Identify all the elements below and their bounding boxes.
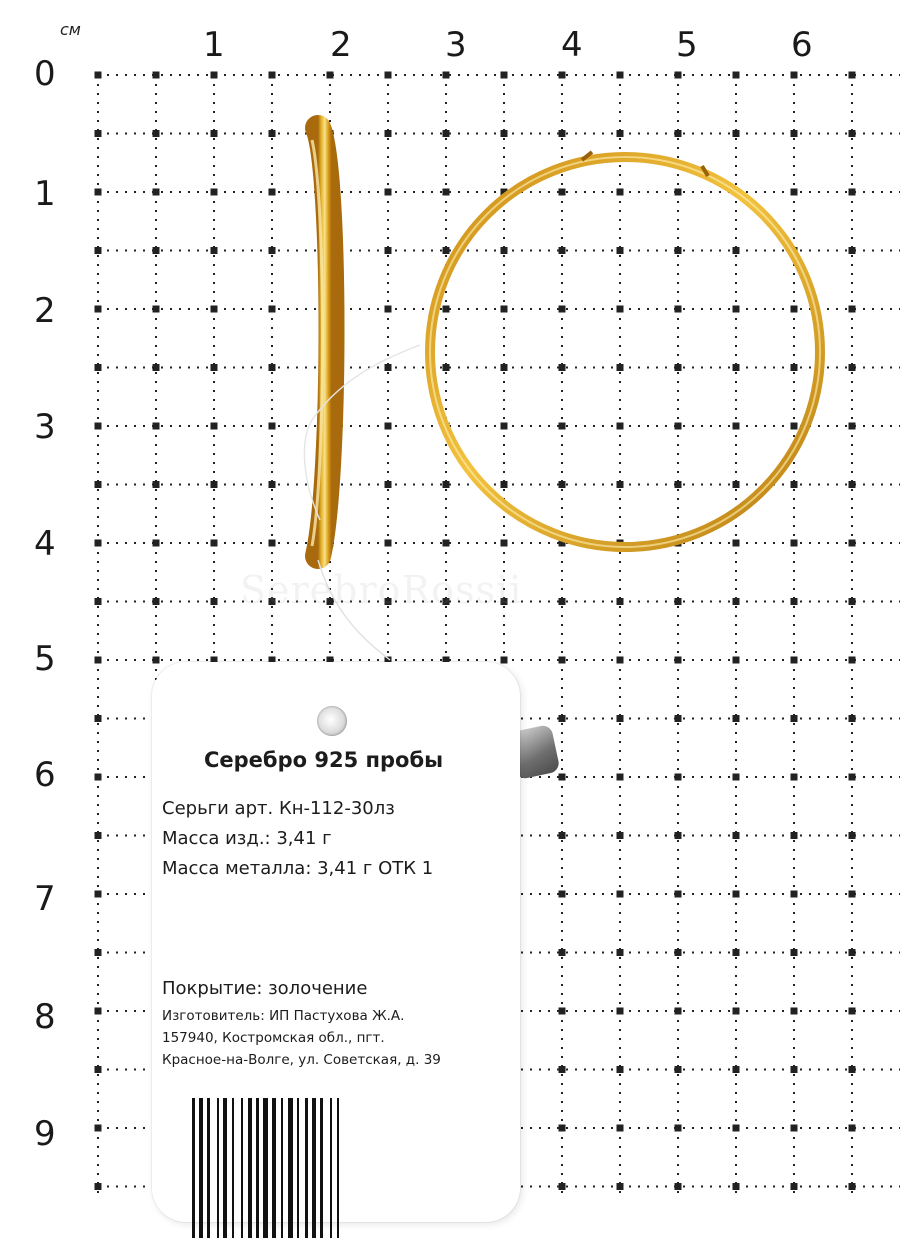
grid-node (211, 423, 218, 430)
grid-node (559, 598, 566, 605)
grid-node (849, 891, 856, 898)
barcode-bar (320, 1098, 323, 1238)
ruler-y-label: 6 (34, 758, 56, 792)
tag-metal-mass: Масса металла: 3,41 г ОТК 1 (162, 858, 433, 879)
ruler-x-label: 5 (676, 28, 698, 62)
ruler-y-label: 8 (34, 1000, 56, 1034)
ruler-y-label: 3 (34, 410, 56, 444)
grid-node (211, 130, 218, 137)
grid-node (617, 1008, 624, 1015)
grid-node (153, 306, 160, 313)
barcode-bar (305, 1098, 308, 1238)
grid-node (95, 715, 102, 722)
barcode-bar (281, 1098, 283, 1238)
grid-node (95, 247, 102, 254)
grid-node (791, 598, 798, 605)
earring-front-view (430, 152, 820, 547)
ruler-unit-label: см (60, 20, 81, 39)
grid-node (733, 1183, 740, 1190)
grid-node (733, 423, 740, 430)
grid-node (733, 774, 740, 781)
ruler-x-label: 1 (203, 28, 225, 62)
barcode-bar (337, 1098, 339, 1238)
grid-node (211, 189, 218, 196)
grid-node (733, 72, 740, 79)
grid-node (153, 540, 160, 547)
grid-node (791, 481, 798, 488)
grid-node (501, 306, 508, 313)
grid-node (617, 715, 624, 722)
tag-coating: Покрытие: золочение (162, 978, 367, 999)
grid-node (675, 364, 682, 371)
watermark: SerebroRossii (240, 568, 522, 612)
barcode-icon (192, 1098, 482, 1238)
tag-article: Серьги арт. Кн-112-30лз (162, 798, 395, 819)
grid-node (443, 364, 450, 371)
grid-node (385, 189, 392, 196)
grid-node (385, 130, 392, 137)
grid-node (733, 1008, 740, 1015)
grid-node (675, 715, 682, 722)
grid-node (849, 949, 856, 956)
barcode-bar (232, 1098, 234, 1238)
grid-node (617, 72, 624, 79)
ruler-y-label: 5 (34, 642, 56, 676)
grid-node (95, 423, 102, 430)
grid-node (617, 657, 624, 664)
grid-node (733, 306, 740, 313)
ruler-y-label: 2 (34, 294, 56, 328)
grid-node (385, 540, 392, 547)
grid-node (849, 715, 856, 722)
tag-item-mass: Масса изд.: 3,41 г (162, 828, 332, 849)
grid-node (675, 657, 682, 664)
grid-node (95, 949, 102, 956)
grid-node (559, 306, 566, 313)
tag-manufacturer-line3: Красное-на-Волге, ул. Советская, д. 39 (162, 1052, 441, 1068)
grid-node (733, 1066, 740, 1073)
grid-node (733, 891, 740, 898)
grid-node (675, 130, 682, 137)
grid-node (791, 189, 798, 196)
grid-node (269, 72, 276, 79)
grid-node (153, 598, 160, 605)
grid-node (733, 715, 740, 722)
grid-node (791, 657, 798, 664)
grid-node (443, 481, 450, 488)
grid-node (849, 130, 856, 137)
grid-node (849, 774, 856, 781)
barcode-bar (272, 1098, 276, 1238)
grid-node (617, 481, 624, 488)
grid-node (559, 423, 566, 430)
grid-node (675, 423, 682, 430)
grid-node (849, 1183, 856, 1190)
barcode-bar (312, 1098, 316, 1238)
grid-node (733, 540, 740, 547)
grid-node (269, 481, 276, 488)
barcode-bar (199, 1098, 203, 1238)
grid-node (733, 247, 740, 254)
grid-node (95, 306, 102, 313)
grid-node (849, 1066, 856, 1073)
grid-node (559, 832, 566, 839)
grid-node (559, 774, 566, 781)
barcode-bar (330, 1098, 332, 1238)
grid-node (95, 72, 102, 79)
barcode-bar (217, 1098, 219, 1238)
grid-node (791, 715, 798, 722)
grid-node (95, 364, 102, 371)
grid-node (501, 657, 508, 664)
barcode-bar (263, 1098, 268, 1238)
grid-node (617, 423, 624, 430)
grid-node (849, 423, 856, 430)
grid-node (153, 189, 160, 196)
grid-node (559, 1066, 566, 1073)
grid-node (733, 130, 740, 137)
grid-node (617, 1125, 624, 1132)
grid-node (849, 247, 856, 254)
tag-title: Серебро 925 пробы (204, 748, 443, 772)
grid-node (501, 72, 508, 79)
grid-node (733, 832, 740, 839)
barcode-bar (207, 1098, 210, 1238)
barcode-bar (256, 1098, 259, 1238)
grid-node (617, 1066, 624, 1073)
grid-node (559, 72, 566, 79)
grid-node (211, 364, 218, 371)
grid-node (675, 1125, 682, 1132)
barcode-bar (192, 1098, 195, 1238)
grid-node (791, 891, 798, 898)
grid-node (443, 247, 450, 254)
grid-node (675, 1008, 682, 1015)
grid-node (95, 774, 102, 781)
ruler-x-label: 6 (791, 28, 813, 62)
grid-node (675, 832, 682, 839)
tag-manufacturer-line1: Изготовитель: ИП Пастухова Ж.А. (162, 1008, 404, 1024)
ruler-x-label: 3 (445, 28, 467, 62)
ruler-x-label: 4 (561, 28, 583, 62)
grid-node (559, 715, 566, 722)
grid-node (617, 189, 624, 196)
grid-node (559, 949, 566, 956)
barcode-bar (297, 1098, 299, 1238)
grid-node (791, 1183, 798, 1190)
grid-node (559, 364, 566, 371)
grid-node (269, 306, 276, 313)
ruler-x-label: 2 (330, 28, 352, 62)
barcode-bar (223, 1098, 227, 1238)
grid-node (385, 423, 392, 430)
grid-node (211, 481, 218, 488)
barcode-bar (248, 1098, 252, 1238)
grid-node (559, 130, 566, 137)
product-tag (152, 662, 520, 1222)
grid-node (849, 72, 856, 79)
grid-node (617, 832, 624, 839)
grid-node (95, 1183, 102, 1190)
grid-node (211, 72, 218, 79)
grid-node (791, 832, 798, 839)
grid-node (791, 72, 798, 79)
grid-node (675, 189, 682, 196)
grid-node (675, 1183, 682, 1190)
grid-node (559, 1183, 566, 1190)
grid-node (559, 891, 566, 898)
grid-node (675, 1066, 682, 1073)
grid-node (675, 774, 682, 781)
grid-node (269, 423, 276, 430)
grid-node (791, 540, 798, 547)
grid-node (849, 306, 856, 313)
grid-node (675, 306, 682, 313)
grid-node (617, 774, 624, 781)
grid-node (617, 364, 624, 371)
grid-node (443, 306, 450, 313)
grid-node (95, 657, 102, 664)
grid-node (559, 189, 566, 196)
grid-node (443, 130, 450, 137)
grid-node (269, 130, 276, 137)
grid-node (443, 189, 450, 196)
grid-node (501, 540, 508, 547)
grid-node (269, 189, 276, 196)
grid-node (95, 1066, 102, 1073)
barcode-bar (241, 1098, 243, 1238)
grid-node (733, 657, 740, 664)
grid-node (211, 247, 218, 254)
grid-node (559, 657, 566, 664)
grid-node (791, 130, 798, 137)
grid-node (849, 1008, 856, 1015)
grid-node (675, 949, 682, 956)
ruler-y-label: 1 (34, 177, 56, 211)
ruler-y-label: 7 (34, 882, 56, 916)
grid-node (849, 1125, 856, 1132)
grid-node (95, 540, 102, 547)
grid-node (617, 130, 624, 137)
grid-node (95, 832, 102, 839)
grid-node (733, 949, 740, 956)
grid-node (385, 364, 392, 371)
grid-node (95, 1008, 102, 1015)
barcode-bar (288, 1098, 293, 1238)
grid-node (849, 540, 856, 547)
grid-node (95, 481, 102, 488)
grid-node (675, 481, 682, 488)
grid-node (675, 598, 682, 605)
grid-node (849, 657, 856, 664)
tag-hole-icon (317, 706, 347, 736)
grid-node (211, 306, 218, 313)
grid-node (733, 364, 740, 371)
grid-node (733, 1125, 740, 1132)
grid-node (501, 481, 508, 488)
grid-node (269, 540, 276, 547)
grid-node (791, 1008, 798, 1015)
grid-node (211, 598, 218, 605)
grid-node (95, 130, 102, 137)
grid-node (617, 247, 624, 254)
grid-node (95, 1125, 102, 1132)
grid-node (675, 72, 682, 79)
grid-node (153, 72, 160, 79)
grid-node (559, 1125, 566, 1132)
grid-node (733, 481, 740, 488)
ruler-y-label: 0 (34, 57, 56, 91)
grid-node (327, 72, 334, 79)
grid-node (153, 657, 160, 664)
grid-node (617, 891, 624, 898)
grid-node (849, 189, 856, 196)
grid-node (849, 832, 856, 839)
grid-node (559, 481, 566, 488)
ruler-y-label: 9 (34, 1117, 56, 1151)
grid-node (95, 189, 102, 196)
grid-node (791, 1066, 798, 1073)
grid-node (153, 364, 160, 371)
grid-node (675, 891, 682, 898)
grid-node (443, 540, 450, 547)
grid-node (153, 423, 160, 430)
grid-node (443, 72, 450, 79)
grid-node (385, 306, 392, 313)
grid-node (849, 598, 856, 605)
grid-node (617, 598, 624, 605)
grid-node (501, 423, 508, 430)
grid-node (559, 247, 566, 254)
grid-node (269, 364, 276, 371)
earring-side-view (312, 128, 332, 556)
tag-manufacturer-line2: 157940, Костромская обл., пгт. (162, 1030, 385, 1046)
grid-node (95, 891, 102, 898)
grid-node (153, 130, 160, 137)
grid-node (385, 72, 392, 79)
grid-node (617, 1183, 624, 1190)
grid-node (95, 598, 102, 605)
grid-node (791, 774, 798, 781)
grid-node (791, 949, 798, 956)
grid-node (501, 247, 508, 254)
grid-node (501, 130, 508, 137)
grid-node (791, 364, 798, 371)
grid-node (501, 364, 508, 371)
grid-node (849, 481, 856, 488)
grid-node (849, 364, 856, 371)
grid-node (791, 306, 798, 313)
grid-node (269, 247, 276, 254)
grid-node (153, 481, 160, 488)
grid-node (617, 949, 624, 956)
grid-node (675, 247, 682, 254)
grid-node (617, 306, 624, 313)
grid-node (385, 481, 392, 488)
grid-node (153, 247, 160, 254)
ruler-y-label: 4 (34, 527, 56, 561)
grid-node (559, 1008, 566, 1015)
grid-node (385, 247, 392, 254)
grid-node (791, 423, 798, 430)
grid-node (791, 1125, 798, 1132)
grid-node (733, 598, 740, 605)
grid-node (211, 540, 218, 547)
